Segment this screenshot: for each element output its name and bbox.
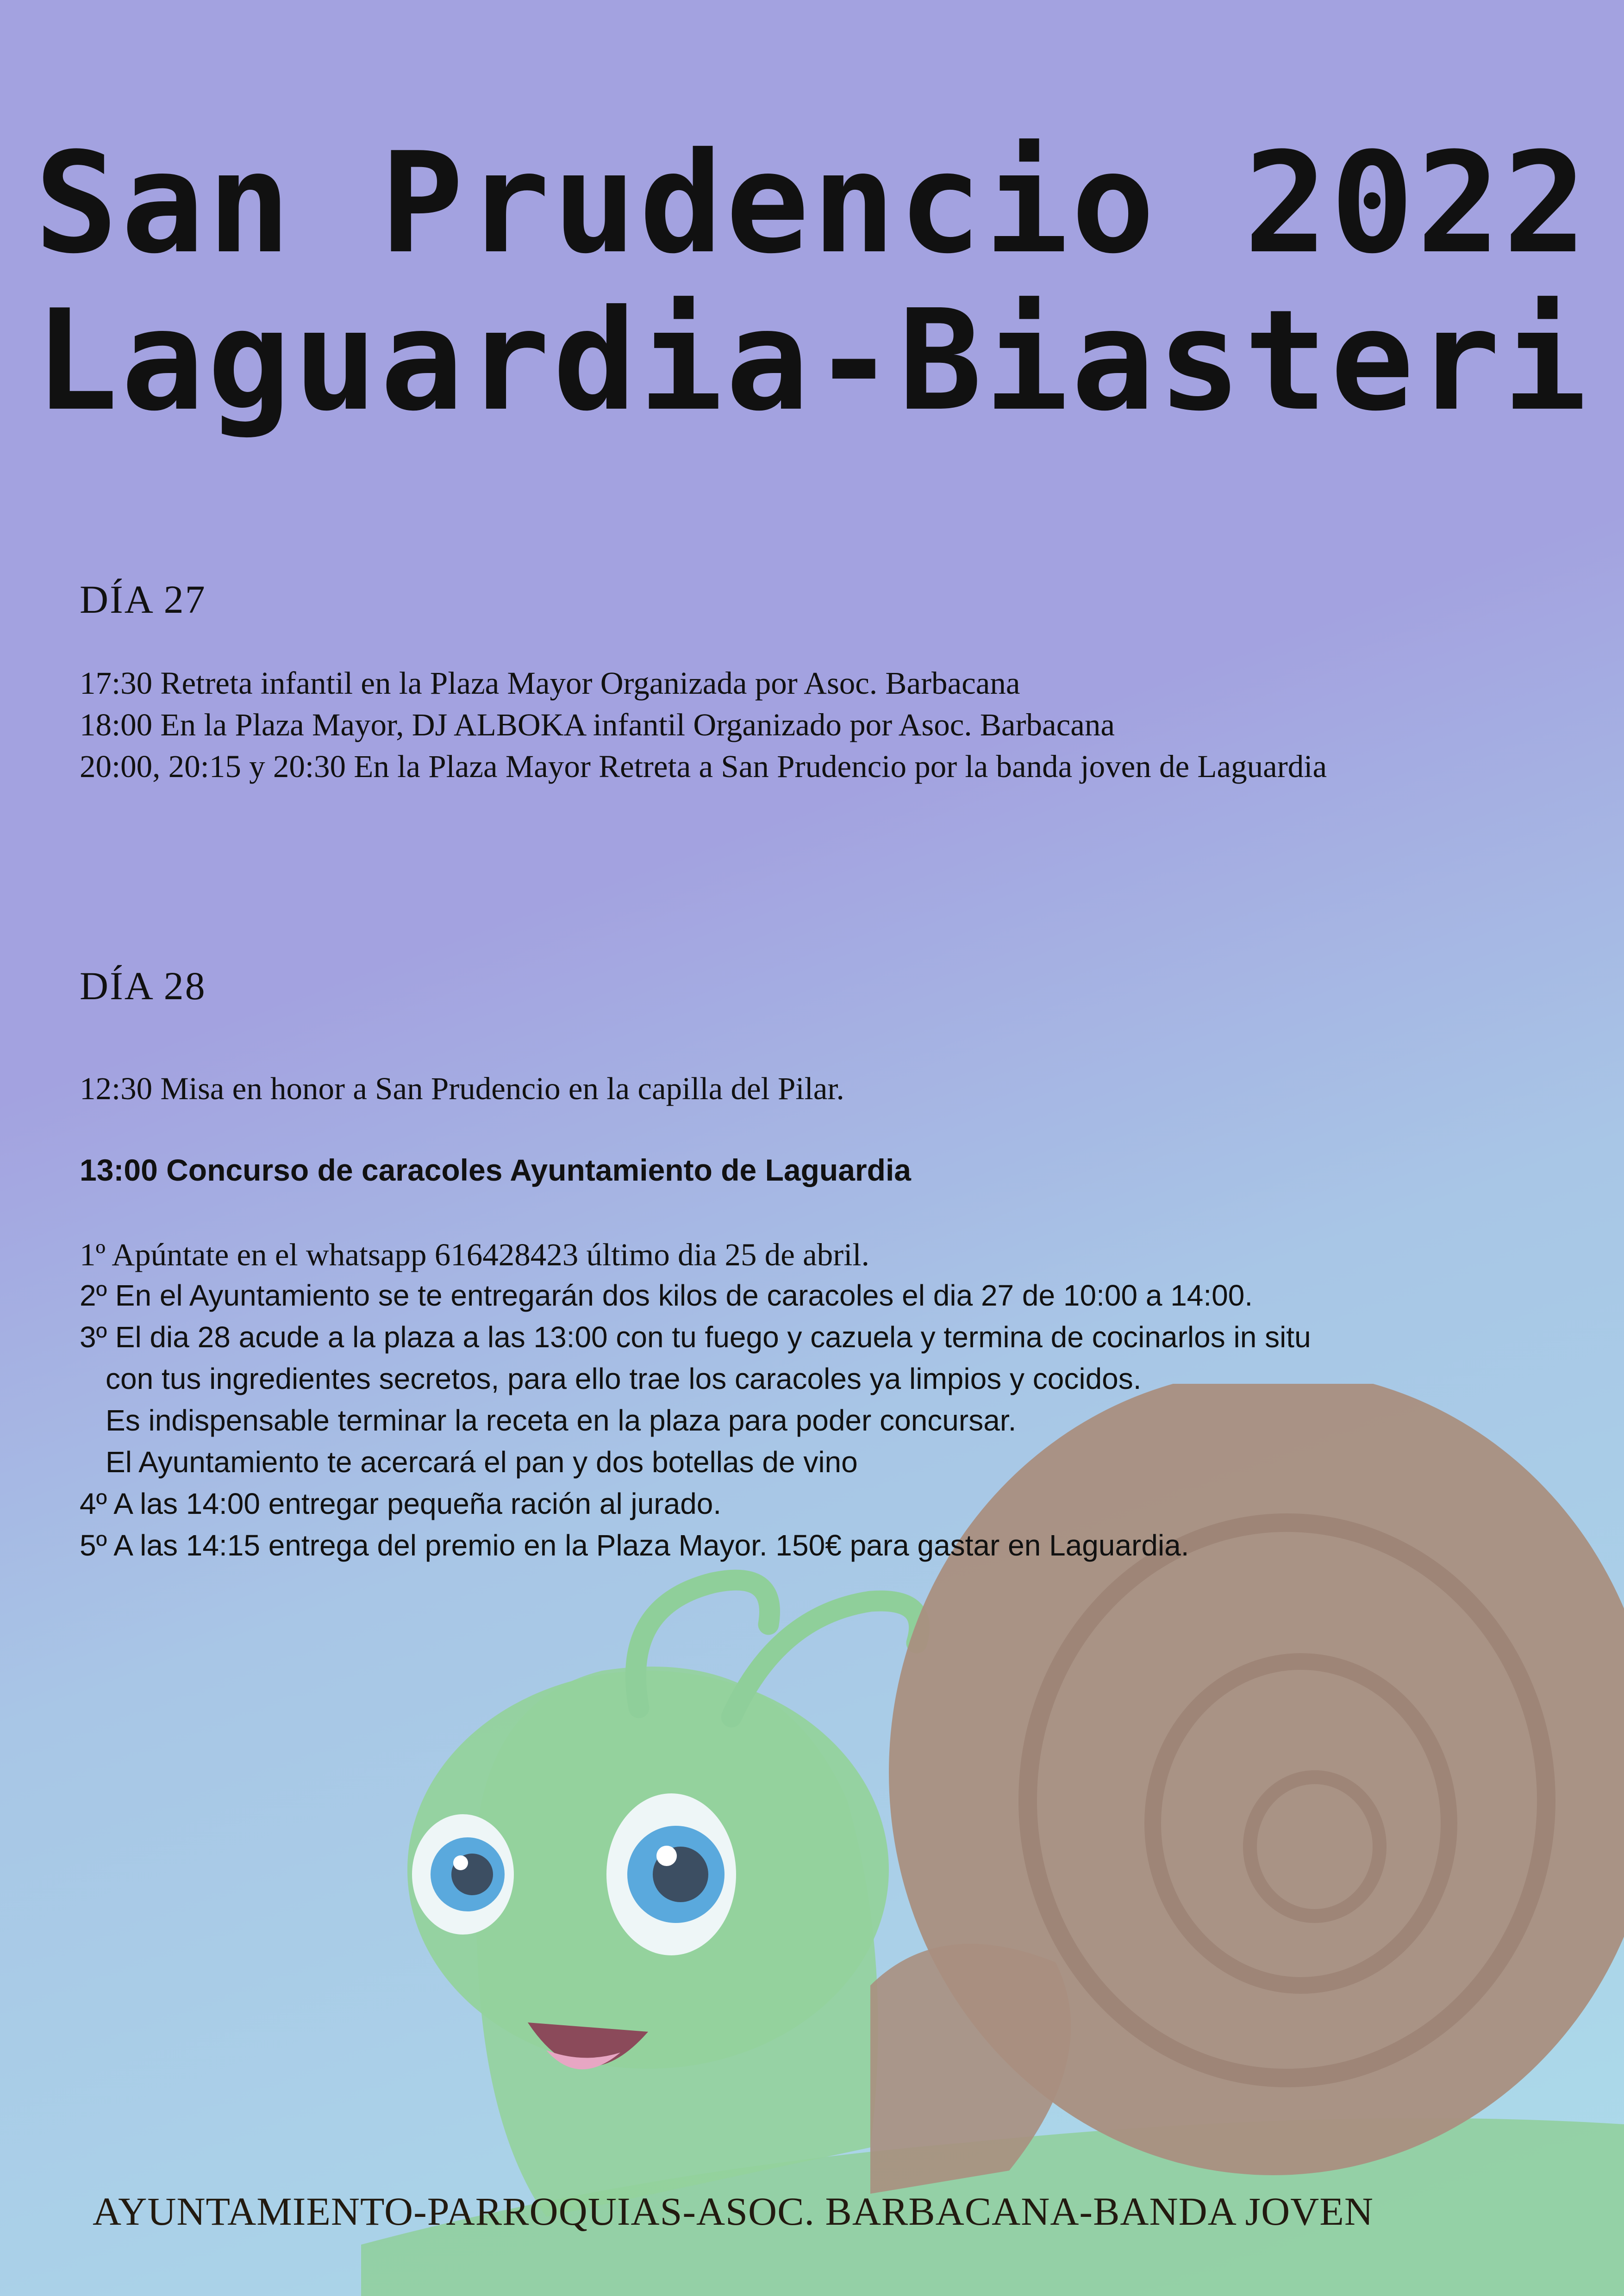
contest-rule: con tus ingredientes secretos, para ello trae los caracoles ya limpios y cocidos. bbox=[106, 1362, 1142, 1395]
day27-item: 20:00, 20:15 y 20:30 En la Plaza Mayor Retreta a San Prudencio por la banda joven de Laguardia bbox=[80, 749, 1327, 784]
day27-heading: DÍA 27 bbox=[80, 577, 206, 622]
contest-rule: El Ayuntamiento te acercará el pan y dos botellas de vino bbox=[106, 1445, 858, 1479]
day27-item: 17:30 Retreta infantil en la Plaza Mayor Organizada por Asoc. Barbacana bbox=[80, 666, 1020, 701]
contest-rule: 1º Apúntate en el whatsapp 616428423 último dia 25 de abril. bbox=[80, 1237, 869, 1272]
contest-rule: Es indispensable terminar la receta en la plaza para poder concursar. bbox=[106, 1404, 1017, 1437]
day28-mass: 12:30 Misa en honor a San Prudencio en la capilla del Pilar. bbox=[80, 1071, 844, 1106]
snail-illustration bbox=[361, 1384, 1624, 2296]
contest-rule: 2º En el Ayuntamiento se te entregarán dos kilos de caracoles el dia 27 de 10:00 a 14:00. bbox=[80, 1279, 1253, 1312]
organizers-footer: AYUNTAMIENTO-PARROQUIAS-ASOC. BARBACANA-BANDA JOVEN bbox=[93, 2189, 1374, 2234]
contest-rule: 3º El dia 28 acude a la plaza a las 13:00 con tu fuego y cazuela y termina de cocinarlos in situ bbox=[80, 1320, 1311, 1354]
day28-heading: DÍA 28 bbox=[80, 964, 206, 1008]
day27-item: 18:00 En la Plaza Mayor, DJ ALBOKA infantil Organizado por Asoc. Barbacana bbox=[80, 707, 1115, 742]
title-line-2: Laguardia-Biasteri bbox=[34, 280, 1590, 442]
title-line-1: San Prudencio 2022 bbox=[34, 123, 1590, 284]
contest-title: 13:00 Concurso de caracoles Ayuntamiento de Laguardia bbox=[80, 1153, 911, 1187]
contest-rule: 4º A las 14:00 entregar pequeña ración al jurado. bbox=[80, 1487, 722, 1520]
contest-rule: 5º A las 14:15 entrega del premio en la Plaza Mayor. 150€ para gastar en Laguardia. bbox=[80, 1529, 1189, 1562]
